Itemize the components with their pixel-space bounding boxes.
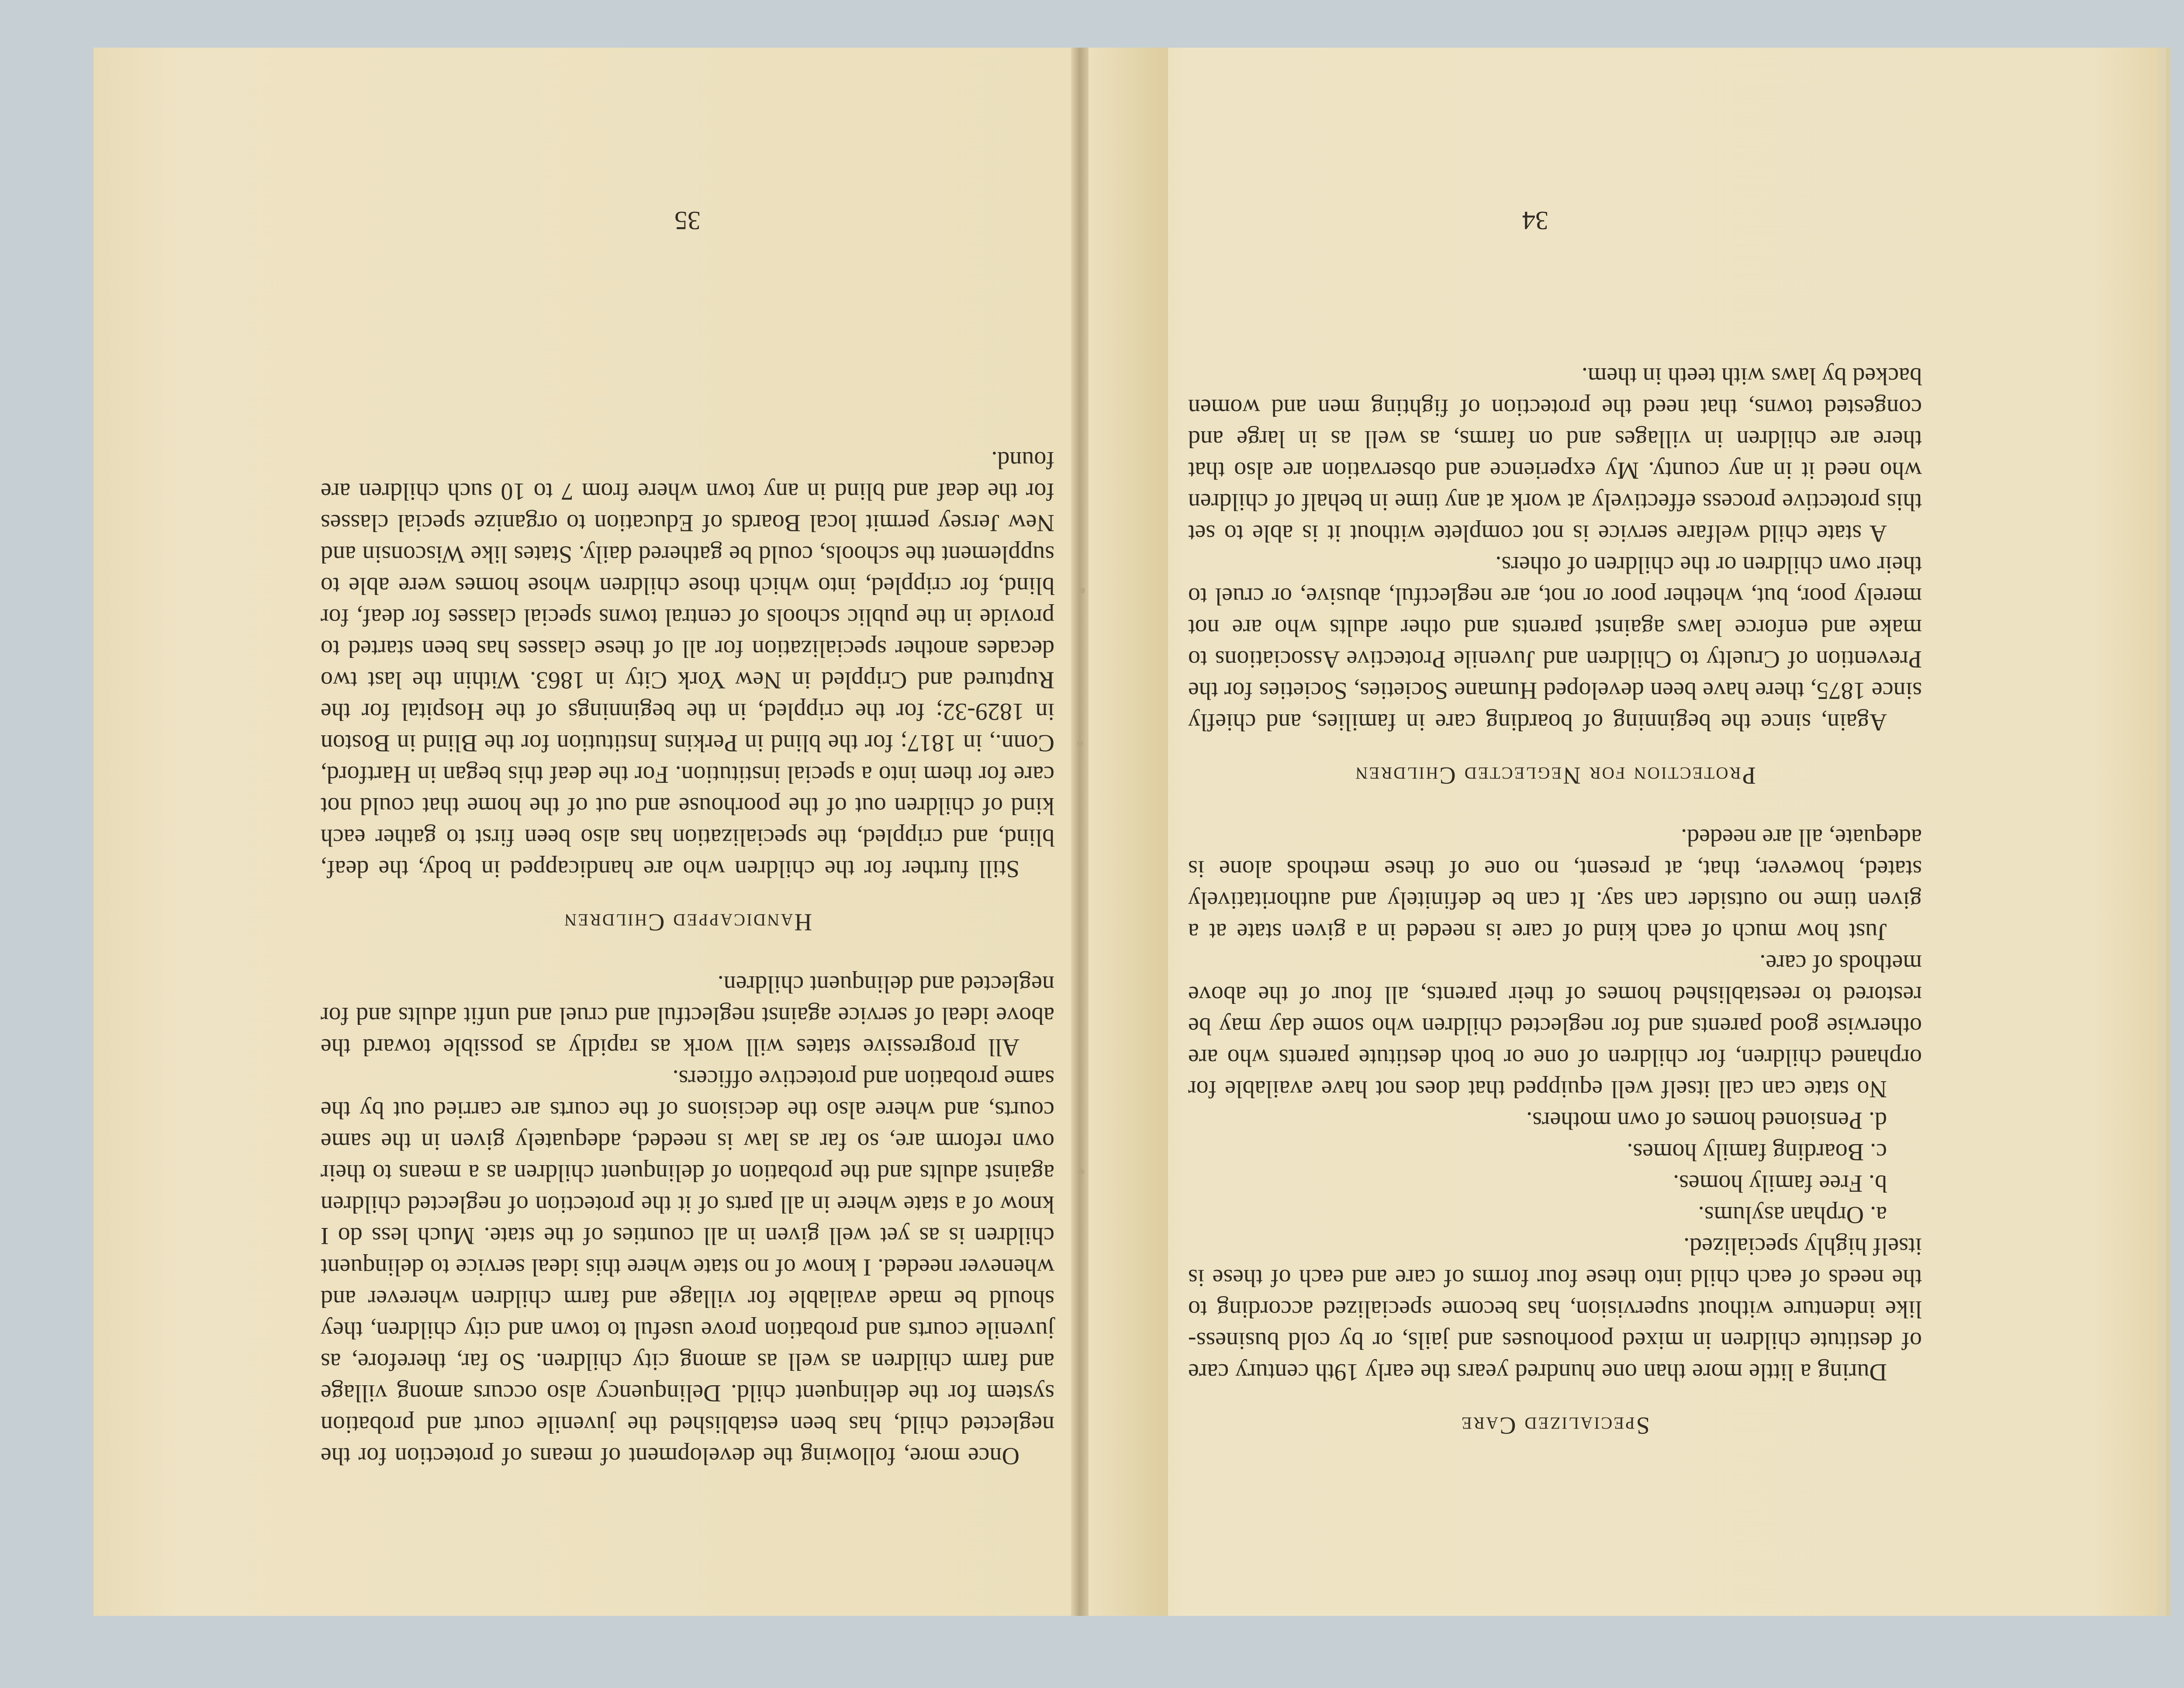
paragraph: Just how much of each kind of care is needed in a given state at a given time no outsider can say. It can be definitely and authoritatively stated, however, that, at present, no one of these methods alone is adequate, all are needed. xyxy=(1188,824,1922,945)
book-spine xyxy=(1071,48,1089,1616)
heading-specialized-care: Specialized Care xyxy=(1460,1412,1650,1439)
heading-handicapped: Handicapped Children xyxy=(563,909,812,936)
paragraph: A state child welfare service is not complete without it is able to set this protective process effectively at work at any time in behalf of children who need it in any county. My experience and observation are also that there are children in villages and on farms, as well as in large and congested towns, that need the protection of fighting men and women backed by laws with teeth in them. xyxy=(1188,363,1922,547)
page-35-text xyxy=(321,444,1054,1472)
page-number: 34 xyxy=(1522,206,1548,235)
paragraph: Still further for the children who are handicapped in body, the deaf, blind, and crippled, the specialization has also been first to gather each kind of children out of the poorhouse and out of the home that could not care for them into a special institution. For the deaf this began in Hartford, Conn., in 1817; for the blind in Perkins Institution for the Blind in Boston in 1829-32; for the crippled, in the beginnings of the Hospital for the Ruptured and Crippled in New York City in 1863. Within the last two decades another specialization for all of these classes has been started to provide in the public schools of central towns special classes for deaf, for blind, for crippled, into which those children whose homes were able to supplement the schools, could be gathered daily. States like Wisconsin and New Jersey permit local Boards of Education to organize special classes for the deaf and blind in any town where from 7 to 10 such children are found. xyxy=(321,446,1054,882)
list-item: d. Pensioned homes of own mothers. xyxy=(1526,1107,1887,1134)
paragraph: Once more, following the development of means of protection for the neglected child, has been established the juvenile court and probation system for the delinquent child. Delinquency also occurs among village and farm children as well as among city children. So far, therefore, as juvenile courts and probation prove useful to town and city children, they should be made available for village and farm children wherever and whenever needed. I know of no state where this ideal service to delinquent children is as yet well given in all counties of the state. Much less do I know of a state where in all parts of it the protection of neglected children against adults and the probation of delinquent children as a means to their own reform are, so far as law is needed, adequately given in the same courts, and where also the decisions of the courts are carried out by the same probation and protective officers. xyxy=(321,1065,1054,1470)
list-item: a. Orphan asylums. xyxy=(1698,1201,1887,1228)
binding-thread xyxy=(1077,740,1083,747)
page-34 xyxy=(1079,48,2158,1616)
paragraph: Again, since the beginning of boarding care in families, and chiefly since 1875, there have been developed Humane Societies, Societies for the Prevention of Cruelty to Children and Juvenile Protective Associations to make and enforce laws against parents and other adults who are not merely poor, but, whether poor or not, are neglectful, abusive, or cruel to their own children or the children of others. xyxy=(1188,551,1922,736)
page-35 xyxy=(93,48,1168,1616)
binding-thread xyxy=(1079,588,1085,594)
paragraph: All progressive states will work as rapidly as possible toward the above ideal of service against neglectful and cruel and unfit adults and for neglected and delinquent children. xyxy=(321,971,1054,1061)
page-number: 35 xyxy=(674,206,701,235)
paragraph: During a little more than one hundred years the early 19th century care of destitute children in mixed poorhouses and jails, or by cold business-like indenture without supervision, has become specialized according to the needs of each child into these four forms of care and each of these is itself highly specialized. xyxy=(1188,1233,1922,1386)
page-34-text xyxy=(1188,360,1922,1472)
list-item: c. Boarding family homes. xyxy=(1627,1138,1887,1166)
paragraph: No state can call itself well equipped that does not have available for orphaned children, for children of one or both destitute parents who are otherwise good parents and for neglected children who some day may be restored to reestablished homes of their parents, all four of the above methods of care. xyxy=(1188,950,1922,1103)
heading-protection: Protection for Neglected Children xyxy=(1354,762,1756,789)
list-item: b. Free family homes. xyxy=(1673,1170,1887,1197)
list-care-forms xyxy=(1188,1105,1922,1231)
binding-thread xyxy=(1078,1169,1084,1175)
